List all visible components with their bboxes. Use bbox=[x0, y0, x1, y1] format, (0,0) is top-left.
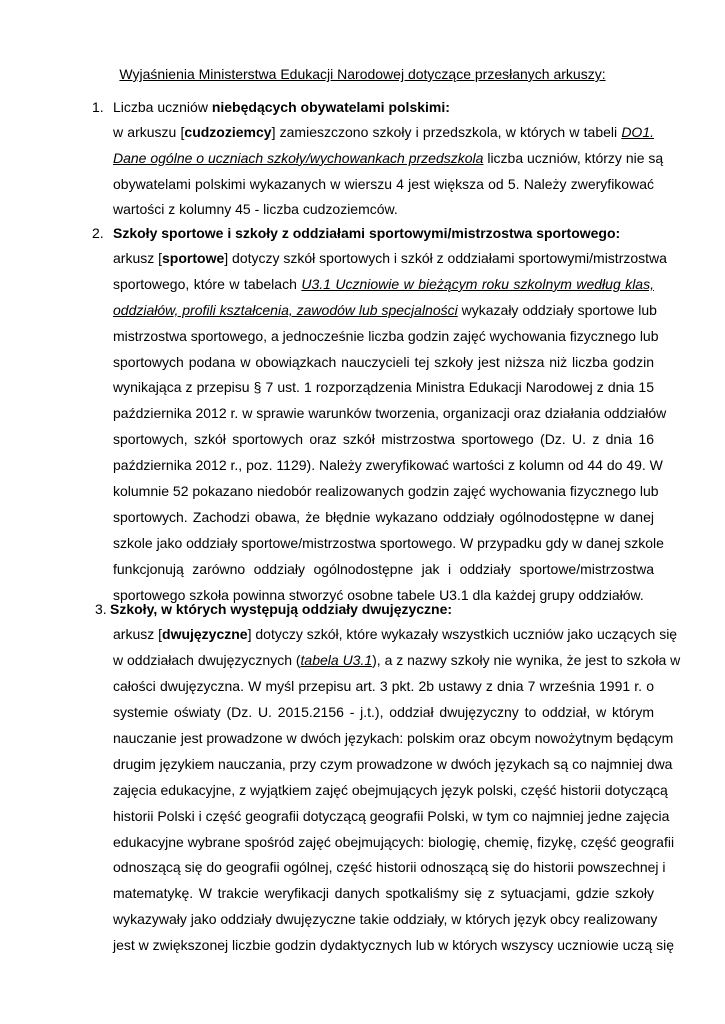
item-2-body bbox=[113, 246, 667, 608]
item-3-line-6: drugim językiem nauczania, przy czym prowadzone w dwóch językach są co najmniej dwa bbox=[113, 755, 673, 772]
item-2-line-6: wynikająca z przepisu § 7 ust. 1 rozporządzenia Ministra Edukacji Narodowej z dnia 15 bbox=[113, 379, 654, 396]
page-title: Wyjaśnienia Ministerstwa Edukacji Narodowej dotyczące przesłanych arkuszy: bbox=[119, 66, 606, 82]
sheet-name-sportowe: sportowe bbox=[162, 250, 225, 266]
item-3-line-4: systemie oświaty (Dz. U. 2015.2156 - j.t.), oddział dwujęzyczny to oddział, w którym bbox=[113, 703, 654, 720]
item-3-line-11: matematykę. W trakcie weryfikacji danych spotkaliśmy się z sytuacjami, gdzie szkoły bbox=[113, 885, 654, 902]
table-ref-do1: DO1. bbox=[621, 124, 654, 140]
item-3-line-7: zajęcia edukacyjne, z wyjątkiem zajęć obejmujących język polski, część historii dotyczącą bbox=[113, 781, 668, 798]
table-ref-u31-cont: oddziałów, profili kształcenia, zawodów lub specjalności bbox=[113, 301, 458, 318]
item-3-line-8: historii Polski i część geografii dotyczącą geografii Polski, w tym co najmniej jedne zajęcia bbox=[113, 807, 670, 824]
item-3-heading-bold: Szkoły, w których występują oddziały dwujęzyczne: bbox=[110, 601, 453, 617]
item-1-line-1: w arkuszu [cudzoziemcy] zamieszczono szkoły i przedszkola, w których w tabeli DO1. bbox=[113, 124, 654, 140]
item-3-heading bbox=[95, 601, 452, 617]
item-2-line-12: szkole jako oddziały sportowe/mistrzostwa sportowego. W przypadku gdy w danej szkole bbox=[113, 534, 664, 551]
item-2-heading-bold: Szkoły sportowe i szkoły z oddziałami sportowymi/mistrzostwa sportowego: bbox=[113, 225, 621, 241]
item-3-number: 3. bbox=[95, 601, 107, 617]
item-2-line-10: kolumnie 52 pokazano niedobór realizowanych godzin zajęć wychowania fizycznego lub bbox=[113, 483, 659, 500]
item-2-line-13: funkcjonują zarówno oddziały ogólnodostępne jak i oddziały sportowe/mistrzostwa bbox=[113, 560, 654, 577]
item-2-number: 2. bbox=[92, 225, 104, 241]
item-1-heading-bold: niebędących obywatelami polskimi: bbox=[211, 99, 450, 115]
item-2-line-5: sportowych podana w obowiązkach nauczycieli tej szkoły jest niższa niż liczba godzin bbox=[113, 353, 654, 370]
item-2-heading bbox=[92, 225, 620, 241]
table-ref-u31-item3: tabela U3.1 bbox=[300, 651, 373, 668]
item-2-line-4: mistrzostwa sportowego, a jednocześnie liczba godzin zajęć wychowania fizycznego lub bbox=[113, 327, 659, 344]
item-2-line-1: arkusz [sportowe] dotyczy szkół sportowych i szkół z oddziałami sportowymi/mistrzostwa bbox=[113, 250, 667, 266]
item-2-line-2: sportowego, które w tabelach U3.1 Uczniowie w bieżącym roku szkolnym według klas, bbox=[113, 275, 654, 292]
item-2-line-7: października 2012 r. w sprawie warunków tworzenia, organizacji oraz działania oddziałów bbox=[113, 405, 667, 422]
item-2-line-14: sportowego szkoła powinna stworzyć osobne tabele U3.1 dla każdej grupy oddziałów. bbox=[113, 586, 644, 603]
item-3-line-3: całości dwujęzyczna. W myśl przepisu art. 3 pkt. 2b ustawy z dnia 7 września 1991 r. o bbox=[113, 677, 654, 694]
item-2-line-3: oddziałów, profili kształcenia, zawodów lub specjalności wykazały oddziały sportowe lub bbox=[113, 301, 657, 318]
item-3-line-9: edukacyjne wybrane spośród zajęć obejmujących: biologię, chemię, fizykę, część geografii bbox=[113, 833, 675, 850]
item-1-number: 1. bbox=[92, 99, 104, 115]
item-3-line-13: jest w zwiększonej liczbie godzin dydaktycznych lub w których wszyscy uczniowie uczą się bbox=[113, 937, 674, 954]
item-2-line-8: sportowych, szkół sportowych oraz szkół mistrzostwa sportowego (Dz. U. z dnia 16 bbox=[113, 431, 654, 448]
item-2-line-9: października 2012 r., poz. 1129). Należy zweryfikować wartości z kolumn od 44 do 49. W bbox=[113, 457, 663, 474]
item-1-body bbox=[113, 120, 664, 223]
item-3-line-5: nauczanie jest prowadzone w dwóch językach: polskim oraz obcym nowożytnym będącym bbox=[113, 729, 674, 746]
item-3-line-1: arkusz [dwujęzyczne] dotyczy szkół, które wykazały wszystkich uczniów jako uczących się bbox=[113, 626, 678, 642]
sheet-name-dwujezyczne: dwujęzyczne bbox=[162, 626, 248, 642]
item-3-line-12: wykazywały jako oddziały dwujęzyczne takie oddziały, w których język obcy realizowany bbox=[113, 911, 658, 928]
item-1-line-4: wartości z kolumny 45 - liczba cudzoziemców. bbox=[113, 201, 398, 218]
item-1-line-3: obywatelami polskimi wykazanych w wierszu 4 jest większa od 5. Należy zweryfikować bbox=[113, 175, 654, 192]
item-3-line-2: w oddziałach dwujęzycznych (tabela U3.1), a z nazwy szkoły nie wynika, że jest to szkoła w bbox=[113, 651, 681, 668]
table-ref-u31: U3.1 Uczniowie w bieżącym roku szkolnym według klas, bbox=[301, 275, 654, 292]
sheet-name-cudzoziemcy: cudzoziemcy bbox=[184, 124, 272, 140]
item-1-heading-plain: Liczba uczniów bbox=[113, 99, 212, 115]
item-3-line-10: odnoszącą się do geografii ogólnej, część historii odnoszącą się do historii powszechnej i bbox=[113, 859, 666, 876]
item-1-line-2: Dane ogólne o uczniach szkoły/wychowankach przedszkola liczba uczniów, którzy nie są bbox=[113, 149, 664, 166]
item-2-line-11: sportowych. Zachodzi obawa, że błędnie wykazano oddziały ogólnodostępne w danej bbox=[113, 508, 654, 525]
table-ref-do1-title: Dane ogólne o uczniach szkoły/wychowankach przedszkola bbox=[113, 149, 484, 166]
item-3-body bbox=[113, 622, 681, 959]
item-1-heading bbox=[92, 99, 450, 115]
